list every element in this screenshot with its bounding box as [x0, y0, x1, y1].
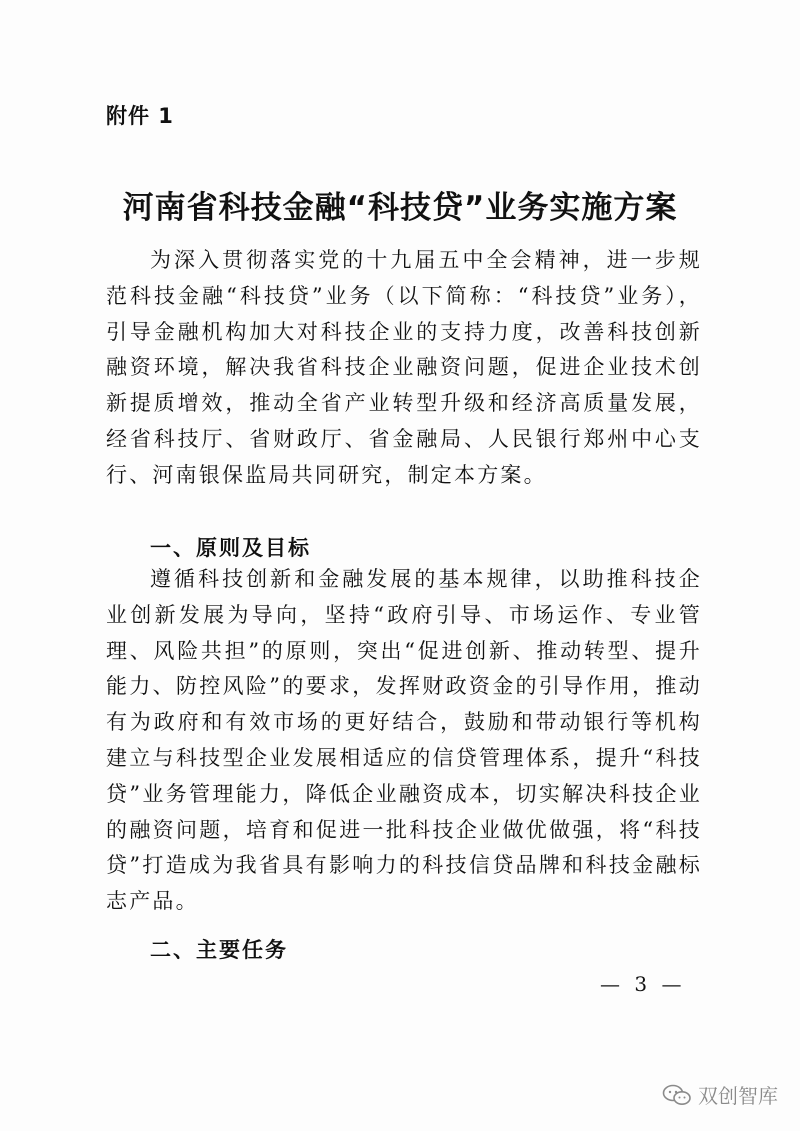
- attachment-label: 附件 1: [106, 104, 174, 128]
- wechat-icon: [662, 1083, 692, 1107]
- page-number: — 3 —: [600, 972, 686, 996]
- section-heading-principles: 一、原则及目标: [150, 536, 311, 560]
- principles-paragraph: 遵循科技创新和金融发展的基本规律，以助推科技企业创新发展为导向，坚持“政府引导、市场运作、专业管理、风险共担”的原则，突出“促进创新、推动转型、提升能力、防控风险”的要求，发挥财政资金的引导作用，推动有为政府和有效市场的更好结合，鼓励和带动银行等机构建立与科技型企业发展相适应的信贷管理体系，提升“科技贷”业务管理能力，降低企业融资成本，切实解决科技企业的融资问题，培育和促进一批科技企业做优做强，将“科技贷”打造成为我省具有影响力的科技信贷品牌和科技金融标志产品。: [106, 567, 702, 914]
- watermark-text: 双创智库: [698, 1084, 778, 1108]
- intro-paragraph: 为深入贯彻落实党的十九届五中全会精神，进一步规范科技金融“科技贷”业务（以下简称：“科技贷”业务），引导金融机构加大对科技企业的支持力度，改善科技创新融资环境，解决我省科技企业融资问题，促进企业技术创新提质增效，推动全省产业转型升级和经济高质量发展，经省科技厅、省财政厅、省金融局、人民银行郑州中心支行、河南银保监局共同研究，制定本方案。: [106, 248, 702, 487]
- watermark: [662, 1080, 778, 1109]
- document-title: 河南省科技金融“科技贷”业务实施方案: [122, 190, 678, 226]
- section-heading-tasks: 二、主要任务: [150, 938, 288, 962]
